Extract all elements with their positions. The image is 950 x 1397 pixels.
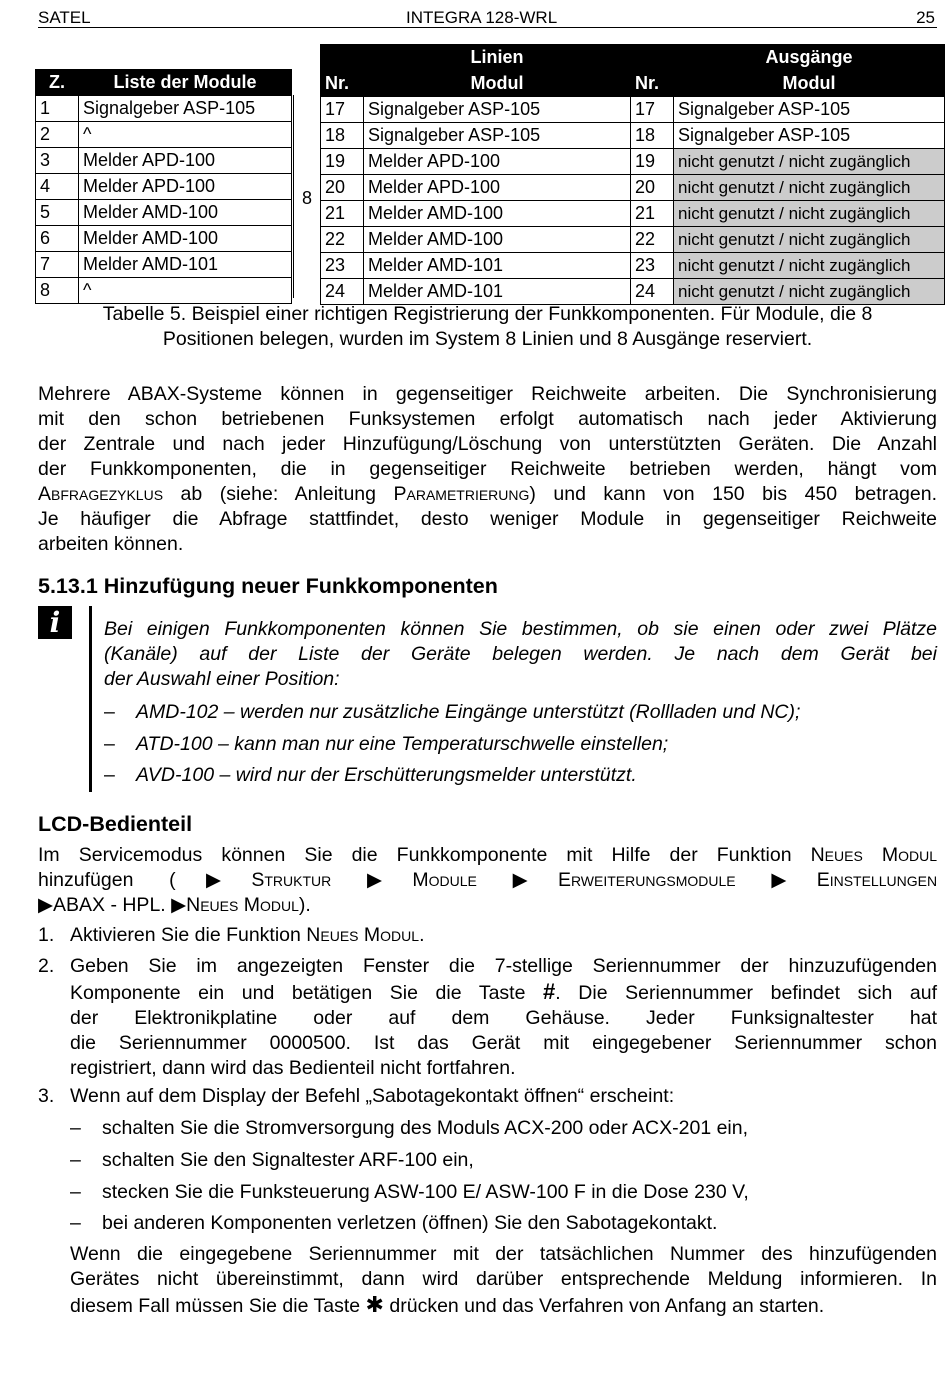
cell-nr: 19 [631, 149, 674, 175]
table-row [36, 252, 292, 278]
text-fragment: ABAX - HPL. [53, 894, 172, 916]
cell-module: ^ [79, 278, 292, 304]
cell-nr: 17 [321, 97, 364, 123]
cell-nr: 21 [321, 201, 364, 227]
menu-struktur: Struktur [251, 869, 332, 891]
text-line: die Seriennummer 0000500. Ist das Gerät mit eingegebener Seriennummer schon [70, 1032, 937, 1054]
cell-modul: Melder AMD-100 [364, 201, 631, 227]
cell-nr: 21 [631, 201, 674, 227]
step-number: 3. [38, 1085, 55, 1107]
table-row [321, 253, 945, 279]
hash-key-icon: # [543, 979, 556, 1004]
term-neues-modul: Neues Modul [810, 844, 937, 866]
cell-module: Melder APD-100 [79, 174, 292, 200]
caption-line: Positionen belegen, wurden im System 8 Linien und 8 Ausgänge reserviert. [162, 328, 813, 350]
table-row [36, 96, 292, 122]
cell-modul: Melder APD-100 [364, 175, 631, 201]
arrow-right-icon: ▶ [367, 869, 413, 891]
text-line [38, 482, 937, 507]
text-fragment: Aktivieren Sie die Funktion [70, 924, 307, 946]
text-fragment: Im Servicemodus können Sie die Funkkomponente mit Hilfe der Funktion [38, 844, 811, 866]
caption-line: Tabelle 5. Beispiel einer richtigen Registrierung der Funkkomponenten. Für Module, die 8 [102, 303, 873, 325]
cell-module: Melder AMD-100 [79, 200, 292, 226]
cell-position: 1 [36, 96, 79, 122]
text-line [70, 979, 937, 1006]
term-neues-modul: Neues Modul [306, 924, 420, 946]
star-key-icon: ✱ [365, 1292, 384, 1317]
table-row [321, 149, 945, 175]
cell-position: 3 [36, 148, 79, 174]
cell-position: 8 [36, 278, 79, 304]
cell-position: 4 [36, 174, 79, 200]
text-fragment: diesem Fall müssen Sie die Taste [70, 1295, 366, 1317]
text-line: Mehrere ABAX-Systeme können in gegenseitiger Reichweite arbeiten. Die Synchronisierung [38, 383, 937, 405]
dash-icon: – [104, 701, 115, 723]
header-brand: SATEL [38, 8, 91, 27]
header-product: INTEGRA 128-WRL [406, 8, 558, 27]
dash-icon: – [70, 1149, 81, 1171]
text-line: registriert, dann wird das Bedienteil nicht fortfahren. [70, 1057, 516, 1079]
text-line: der Funkkomponenten, die in gegenseitiger Reichweite betrieben werden, hängt vom [38, 458, 937, 480]
cell-modul: Signalgeber ASP-105 [674, 97, 945, 123]
col-modul-lines: Modul [364, 71, 631, 97]
cell-nr: 18 [631, 123, 674, 149]
cell-modul: nicht genutzt / nicht zugänglich [674, 227, 945, 253]
cell-nr: 17 [631, 97, 674, 123]
dash-icon: – [104, 733, 115, 755]
menu-erweiterungsmodule: Erweiterungsmodule [557, 869, 736, 891]
cell-modul: Melder APD-100 [364, 149, 631, 175]
col-z: Z. [36, 70, 79, 96]
paragraph-abax [38, 382, 937, 557]
cell-modul: Melder AMD-101 [364, 253, 631, 279]
text-line [38, 843, 937, 868]
col-nr-lines: Nr. [321, 71, 364, 97]
cell-module: Melder APD-100 [79, 148, 292, 174]
text-line: Je häufiger die Abfrage stattfindet, desto weniger Module in gegenseitiger Reichweite [38, 508, 937, 530]
note-bullet: AVD-100 – wird nur der Erschütterungsmelder unterstützt. [136, 764, 637, 786]
col-modul-outputs: Modul [674, 71, 945, 97]
step-bullet: schalten Sie die Stromversorgung des Moduls ACX-200 oder ACX-201 ein, [102, 1117, 749, 1139]
menu-path-line [38, 868, 937, 893]
page-header [38, 5, 937, 28]
text-fragment: ). [298, 894, 311, 916]
step-number: 1. [38, 924, 55, 946]
module-list-table [35, 69, 292, 304]
table-row [36, 278, 292, 304]
note-bullet: AMD-102 – werden nur zusätzliche Eingänge unterstützt (Rollladen und NC); [136, 701, 801, 723]
table-row [321, 201, 945, 227]
cell-position: 5 [36, 200, 79, 226]
note-bullet: ATD-100 – kann man nur eine Temperaturschwelle einstellen; [136, 733, 669, 755]
arrow-right-icon: ▶ [512, 869, 558, 891]
cell-position: 7 [36, 252, 79, 278]
cell-position: 6 [36, 226, 79, 252]
arrow-right-icon: ▶ [38, 894, 53, 916]
menu-module: Module [412, 869, 477, 891]
text-fragment: Komponente ein und betätigen Sie die Taste [70, 982, 544, 1004]
cell-modul: nicht genutzt / nicht zugänglich [674, 149, 945, 175]
step-1 [70, 923, 937, 948]
table-row [36, 200, 292, 226]
table-row [321, 279, 945, 305]
table-row [321, 175, 945, 201]
step-bullet: stecken Sie die Funksteuerung ASW-100 E/ ASW-100 F in die Dose 230 V, [102, 1181, 749, 1203]
step-bullet: schalten Sie den Signaltester ARF-100 ein, [102, 1149, 474, 1171]
cell-nr: 24 [321, 279, 364, 305]
cell-nr: 19 [321, 149, 364, 175]
table-row [321, 97, 945, 123]
cell-position: 2 [36, 122, 79, 148]
menu-einstellungen: Einstellungen [816, 869, 938, 891]
col-nr-outputs: Nr. [631, 71, 674, 97]
text-fragment: hinzufügen ( [38, 869, 176, 891]
cell-module: ^ [79, 122, 292, 148]
dash-icon: – [70, 1181, 81, 1203]
text-fragment: . [419, 924, 425, 946]
table-row [321, 227, 945, 253]
step-3: Wenn auf dem Display der Befehl „Sabotagekontakt öffnen“ erscheint: [70, 1085, 675, 1107]
text-fragment: ) und kann von 150 bis 450 betragen. [529, 483, 937, 505]
arrow-right-icon: ▶ [771, 869, 817, 891]
term-parametrierung: Parametrierung [393, 483, 530, 505]
cell-nr: 23 [321, 253, 364, 279]
cell-module: Melder AMD-100 [79, 226, 292, 252]
cell-module: Melder AMD-101 [79, 252, 292, 278]
table-row [36, 148, 292, 174]
table-row [36, 122, 292, 148]
lcd-title: LCD-Bedienteil [38, 812, 193, 836]
dash-icon: – [70, 1212, 81, 1234]
arrow-right-icon: ▶ [175, 869, 252, 891]
text-fragment: drücken und das Verfahren von Anfang an starten. [383, 1295, 825, 1317]
arrow-right-icon: ▶ [171, 894, 187, 916]
step-3-followup [70, 1242, 937, 1319]
group-ausgaenge: Ausgänge [674, 45, 945, 71]
cell-nr: 22 [321, 227, 364, 253]
cell-modul: Melder AMD-101 [364, 279, 631, 305]
cell-modul: nicht genutzt / nicht zugänglich [674, 253, 945, 279]
group-linien: Linien [364, 45, 631, 71]
positions-count: 8 [302, 188, 313, 208]
text-line: (Kanäle) auf der Liste der Geräte belegen werden. Je nach dem Gerät bei [104, 643, 937, 665]
col-module-list: Liste der Module [79, 70, 292, 96]
cell-modul: nicht genutzt / nicht zugänglich [674, 201, 945, 227]
menu-path-line [38, 893, 937, 918]
cell-nr: 18 [321, 123, 364, 149]
step-number: 2. [38, 955, 55, 977]
table-caption [38, 302, 937, 352]
text-line: Geben Sie im angezeigten Fenster die 7-stellige Seriennummer der hinzuzufügenden [70, 955, 937, 977]
table-row [36, 174, 292, 200]
table-row [321, 123, 945, 149]
text-line: Bei einigen Funkkomponenten können Sie bestimmen, ob sie einen oder zwei Plätze [104, 618, 937, 640]
section-title: 5.13.1 Hinzufügung neuer Funkkomponenten [38, 574, 498, 598]
cell-nr: 20 [321, 175, 364, 201]
cell-nr: 22 [631, 227, 674, 253]
cell-nr: 24 [631, 279, 674, 305]
text-line: der Zentrale und nach jeder Hinzufügung/Löschung von unterstützten Geräten. Die Anzahl [38, 433, 937, 455]
table-row [36, 226, 292, 252]
cell-modul: Signalgeber ASP-105 [364, 123, 631, 149]
cell-module: Signalgeber ASP-105 [79, 96, 292, 122]
info-icon: i [38, 606, 72, 639]
dash-icon: – [104, 764, 115, 786]
cell-modul: Signalgeber ASP-105 [364, 97, 631, 123]
lines-outputs-table [320, 44, 945, 305]
lcd-paragraph [38, 843, 937, 918]
cell-nr: 20 [631, 175, 674, 201]
dash-icon: – [70, 1117, 81, 1139]
text-line: Wenn die eingegebene Seriennummer mit der tatsächlichen Nummer des hinzufügenden [70, 1243, 937, 1265]
text-line: der Elektronikplatine oder auf dem Gehäuse. Jeder Funksignaltester hat [70, 1007, 937, 1029]
text-line [70, 1292, 937, 1319]
page-number: 25 [916, 8, 935, 27]
text-line: der Auswahl einer Position: [104, 668, 340, 690]
note-bar [89, 606, 92, 792]
cell-modul: nicht genutzt / nicht zugänglich [674, 175, 945, 201]
term-abfragezyklus: Abfragezyklus [38, 483, 164, 505]
cell-nr: 23 [631, 253, 674, 279]
text-fragment: ab (siehe: Anleitung [163, 483, 394, 505]
cell-modul: nicht genutzt / nicht zugänglich [674, 279, 945, 305]
text-fragment: . Die Seriennummer befindet sich auf [555, 982, 938, 1004]
step-bullet: bei anderen Komponenten verletzen (öffnen) Sie den Sabotagekontakt. [102, 1212, 718, 1234]
note-text [104, 617, 937, 692]
cell-modul: Signalgeber ASP-105 [674, 123, 945, 149]
term-neues-modul: Neues Modul [186, 894, 299, 916]
text-line: Gerätes nicht übereinstimmt, dann wird darüber entsprechende Meldung informieren. In [70, 1268, 937, 1290]
text-line: arbeiten können. [38, 533, 184, 555]
cell-modul: Melder AMD-100 [364, 227, 631, 253]
step-2 [70, 954, 937, 1081]
text-line: mit den schon betriebenen Funksystemen erfolgt automatisch nach jeder Aktivierung [38, 408, 937, 430]
